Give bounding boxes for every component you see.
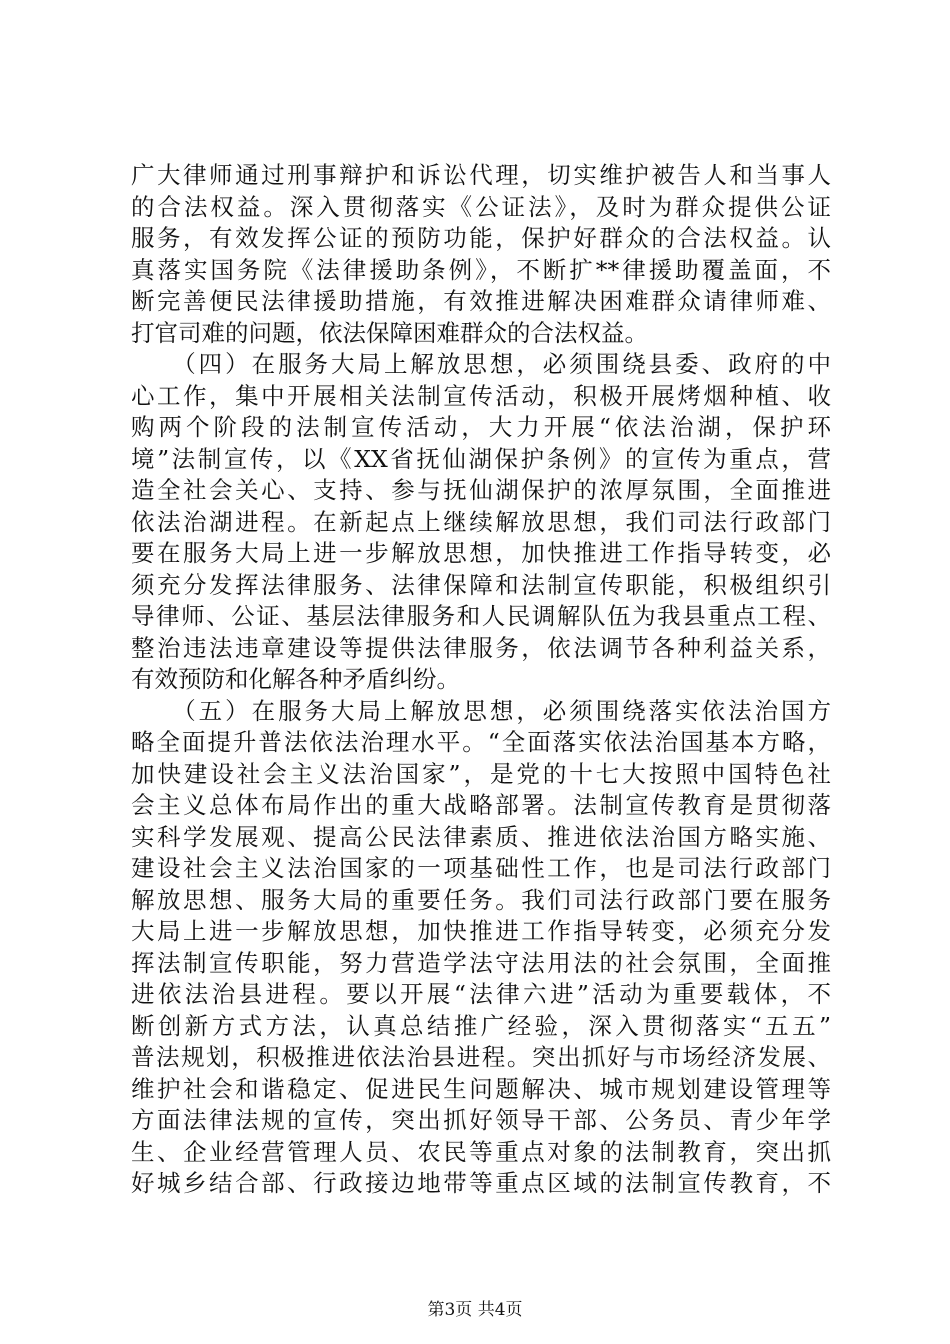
text-line: 购两个阶段的法制宣传活动，大力开展“依法治湖，保护环 bbox=[131, 413, 831, 441]
text-line: 建设社会主义法治国家的一项基础性工作，也是司法行政部门 bbox=[131, 854, 831, 882]
text-line: 导律师、公证、基层法律服务和人民调解队伍为我县重点工程、 bbox=[131, 602, 831, 630]
text-line: 好城乡结合部、行政接边地带等重点区域的法制宣传教育，不 bbox=[131, 1169, 831, 1197]
text-line: 要在服务大局上进一步解放思想，加快推进工作指导转变，必 bbox=[131, 539, 831, 567]
text-line: （四）在服务大局上解放思想，必须围绕县委、政府的中 bbox=[131, 350, 831, 378]
text-line: 会主义总体布局作出的重大战略部署。法制宣传教育是贯彻落 bbox=[131, 791, 831, 819]
text-line: 普法规划，积极推进依法治县进程。突出抓好与市场经济发展、 bbox=[131, 1043, 831, 1071]
text-line: 断创新方式方法，认真总结推广经验，深入贯彻落实“五五” bbox=[131, 1011, 831, 1040]
text-line: 加快建设社会主义法治国家”，是党的十七大按照中国特色社 bbox=[131, 759, 831, 788]
text-line: 进依法治县进程。要以开展“法律六进”活动为重要载体，不 bbox=[131, 980, 831, 1008]
text-line: 心工作，集中开展相关法制宣传活动，积极开展烤烟种植、收 bbox=[131, 381, 831, 410]
text-line: 断完善便民法律援助措施，有效推进解决困难群众请律师难、 bbox=[131, 287, 831, 315]
text-line: （五）在服务大局上解放思想，必须围绕落实依法治国方 bbox=[131, 696, 831, 725]
text-line: 整治违法违章建设等提供法律服务，依法调节各种利益关系， bbox=[131, 633, 831, 662]
text-line: 境”法制宣传，以《XX省抚仙湖保护条例》的宣传为重点，营 bbox=[131, 444, 831, 473]
text-line: 须充分发挥法律服务、法律保障和法制宣传职能，积极组织引 bbox=[131, 570, 831, 599]
text-line: 的合法权益。深入贯彻落实《公证法》，及时为群众提供公证 bbox=[131, 192, 831, 221]
text-line: 服务，有效发挥公证的预防功能，保护好群众的合法权益。认 bbox=[131, 224, 831, 252]
text-line: 真落实国务院《法律援助条例》，不断扩**律援助覆盖面，不 bbox=[131, 255, 831, 284]
text-line: 生、企业经营管理人员、农民等重点对象的法制教育，突出抓 bbox=[131, 1137, 831, 1166]
page-footer: 第3页 共4页 bbox=[427, 1300, 523, 1320]
document-body bbox=[131, 160, 831, 1200]
text-line: 方面法律法规的宣传，突出抓好领导干部、公务员、青少年学 bbox=[131, 1106, 831, 1134]
text-line: 造全社会关心、支持、参与抚仙湖保护的浓厚氛围，全面推进 bbox=[131, 476, 831, 504]
text-line: 依法治湖进程。在新起点上继续解放思想，我们司法行政部门 bbox=[131, 507, 831, 536]
text-line: 略全面提升普法依法治理水平。“全面落实依法治国基本方略， bbox=[131, 728, 831, 756]
text-line: 维护社会和谐稳定、促进民生问题解决、城市规划建设管理等 bbox=[131, 1074, 831, 1103]
text-line: 挥法制宣传职能，努力营造学法守法用法的社会氛围，全面推 bbox=[131, 948, 831, 977]
text-line: 解放思想、服务大局的重要任务。我们司法行政部门要在服务 bbox=[131, 885, 831, 914]
text-line: 大局上进一步解放思想，加快推进工作指导转变，必须充分发 bbox=[131, 917, 831, 945]
text-line: 打官司难的问题，依法保障困难群众的合法权益。 bbox=[131, 318, 648, 347]
text-line: 有效预防和化解各种矛盾纠纷。 bbox=[131, 665, 460, 693]
text-line: 广大律师通过刑事辩护和诉讼代理，切实维护被告人和当事人 bbox=[131, 161, 831, 189]
text-line: 实科学发展观、提高公民法律素质、推进依法治国方略实施、 bbox=[131, 822, 831, 851]
